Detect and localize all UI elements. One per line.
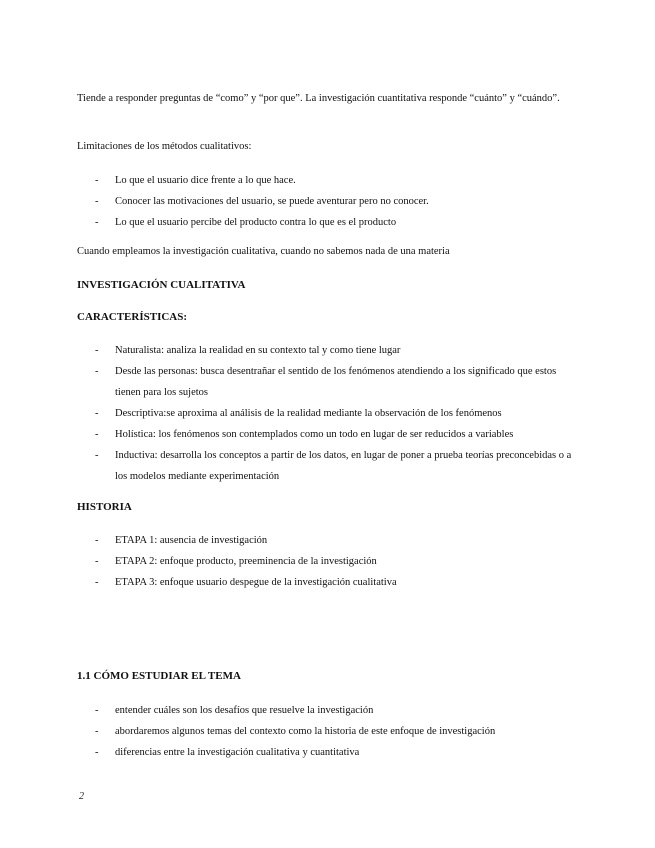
- page-number: 2: [79, 791, 84, 802]
- dash-bullet: -: [95, 577, 99, 588]
- list-item: - ETAPA 1: ausencia de investigación: [77, 530, 582, 551]
- dash-bullet: -: [95, 556, 99, 567]
- section-heading-study: 1.1 CÓMO ESTUDIAR EL TEMA: [77, 670, 241, 682]
- list-item: - Lo que el usuario dice frente a lo que hace.: [77, 170, 582, 191]
- characteristics-list: [77, 340, 582, 487]
- dash-bullet: -: [95, 175, 99, 186]
- list-item: - Holística: los fenómenos son contemplados como un todo en lugar de ser reducidos a variables: [77, 424, 582, 445]
- study-list: [77, 700, 582, 763]
- list-item: - diferencias entre la investigación cualitativa y cuantitativa: [77, 742, 582, 763]
- dash-bullet: -: [95, 408, 99, 419]
- list-item: - Naturalista: analiza la realidad en su contexto tal y como tiene lugar: [77, 340, 582, 361]
- list-item: - abordaremos algunos temas del contexto como la historia de este enfoque de investigación: [77, 721, 582, 742]
- intro-paragraph: Tiende a responder preguntas de “como” y “por que”. La investigación cuantitativa responde “cuánto” y “cuándo”.: [77, 93, 560, 104]
- dash-bullet: -: [95, 450, 99, 461]
- section-heading-history: HISTORIA: [77, 501, 132, 513]
- dash-bullet: -: [95, 747, 99, 758]
- section-heading-qualitative: INVESTIGACIÓN CUALITATIVA: [77, 279, 246, 291]
- history-list: [77, 530, 582, 593]
- dash-bullet: -: [95, 217, 99, 228]
- dash-bullet: -: [95, 726, 99, 737]
- list-item: - ETAPA 2: enfoque producto, preeminencia de la investigación: [77, 551, 582, 572]
- dash-bullet: -: [95, 705, 99, 716]
- list-item: - Conocer las motivaciones del usuario, se puede aventurar pero no conocer.: [77, 191, 582, 212]
- list-item: - Desde las personas: busca desentrañar el sentido de los fenómenos atendiendo a los significado que estos tienen para los sujetos: [77, 361, 582, 403]
- list-item: - entender cuáles son los desafíos que resuelve la investigación: [77, 700, 582, 721]
- list-item: - Inductiva: desarrolla los conceptos a partir de los datos, en lugar de poner a prueba teorías preconcebidas o a los modelos mediante experimentación: [77, 445, 582, 487]
- dash-bullet: -: [95, 366, 99, 377]
- list-item: - Descriptiva:se aproxima al análisis de la realidad mediante la observación de los fenómenos: [77, 403, 582, 424]
- limitations-list: [77, 170, 582, 233]
- dash-bullet: -: [95, 345, 99, 356]
- limitations-title: Limitaciones de los métodos cualitativos:: [77, 141, 252, 152]
- list-item: - ETAPA 3: enfoque usuario despegue de la investigación cualitativa: [77, 572, 582, 593]
- characteristics-heading: CARACTERÍSTICAS:: [77, 311, 188, 323]
- list-item: - Lo que el usuario percibe del producto contra lo que es el producto: [77, 212, 582, 233]
- dash-bullet: -: [95, 196, 99, 207]
- usage-note: Cuando empleamos la investigación cualitativa, cuando no sabemos nada de una materia: [77, 246, 450, 257]
- dash-bullet: -: [95, 429, 99, 440]
- dash-bullet: -: [95, 535, 99, 546]
